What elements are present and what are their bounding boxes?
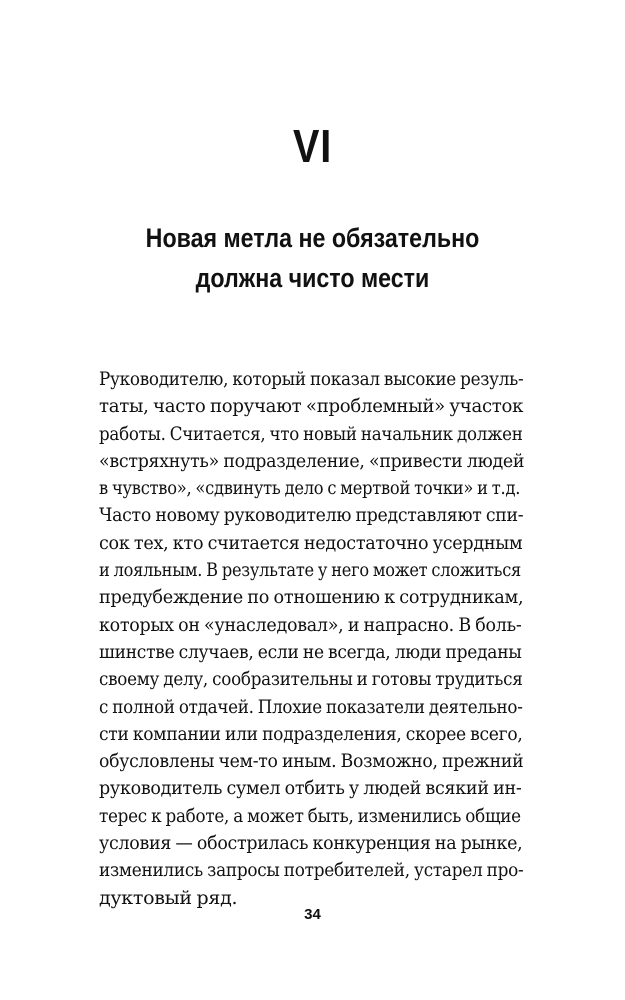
text-line: таты, часто поручают «проблемный» участок (99, 395, 524, 418)
text-line: в чувство», «сдвинуть дело с мертвой точки» и т.д. (99, 477, 521, 500)
text-line: Часто новому руководителю представляют спи- (99, 504, 524, 527)
text-line: руководитель сумел отбить у людей всякий ин- (99, 777, 522, 800)
page-number: 34 (304, 906, 321, 923)
text-line: терес к работе, а может быть, изменились общие (99, 804, 521, 827)
text-line: «встряхнуть» подразделение, «привести людей (99, 449, 525, 472)
text-line: сок тех, кто считается недостаточно усердным (99, 531, 523, 554)
text-line: которых он «унаследовал», и напрасно. В боль- (99, 613, 522, 636)
chapter-number: VI (292, 120, 333, 172)
text-line: условия — обострилась конкуренция на рынке, (99, 832, 523, 855)
text-line: своему делу, сообразительны и готовы трудиться (99, 668, 523, 691)
chapter-title (40, 218, 585, 298)
text-line: работы. Считается, что новый начальник должен (99, 422, 523, 445)
text-line: предубеждение по отношению к сотрудникам, (99, 586, 524, 609)
body-paragraph (99, 366, 527, 912)
text-line: и лояльным. В результате у него может сложиться (99, 559, 522, 582)
text-line: дуктовый ряд. (99, 886, 238, 909)
chapter-title-line: Новая метла не обязательно (145, 223, 480, 253)
text-line: шинстве случаев, если не всегда, люди преданы (99, 640, 522, 663)
chapter-title-line: должна чисто мести (195, 263, 430, 293)
text-line: изменились запросы потребителей, устарел про- (99, 859, 524, 882)
text-line: обусловлены чем-то иным. Возможно, прежний (99, 750, 524, 773)
text-line: с полной отдачей. Плохие показатели деятельно- (99, 695, 523, 718)
text-line: Руководителю, который показал высокие резуль- (99, 368, 524, 390)
text-line: сти компании или подразделения, скорее всего, (99, 722, 523, 745)
